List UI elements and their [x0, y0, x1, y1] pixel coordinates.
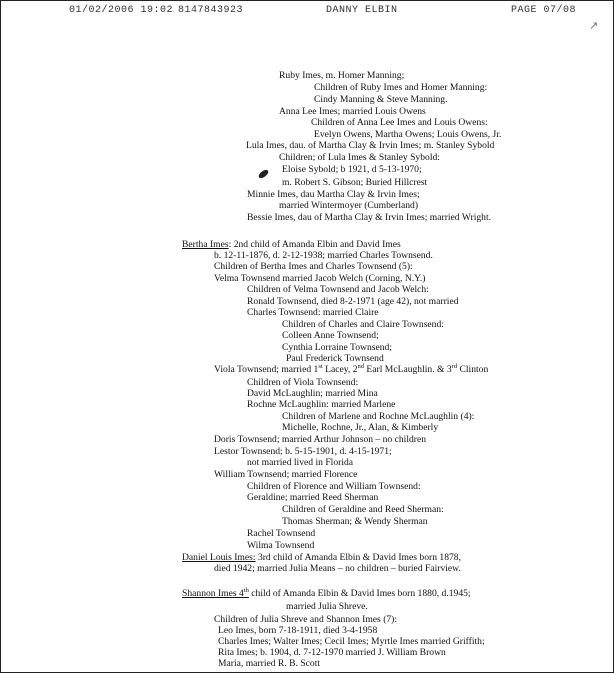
doc-line: Michelle, Rochne, Jr., Alan, & Kimberly — [282, 422, 439, 433]
doc-line: Thomas Sherman; & Wendy Sherman — [282, 516, 428, 527]
doc-line: Viola Townsend; married 1st Lacey, 2nd Earl McLaughlin. & 3rd Clinton — [214, 362, 489, 375]
doc-line: Eloise Sybold; b 1921, d 5-13-1970; — [282, 164, 422, 175]
doc-line: Anna Lee Imes; married Louis Owens — [279, 106, 426, 117]
doc-line: Cindy Manning & Steve Manning. — [314, 94, 448, 105]
doc-line: Rita Imes; b. 1904, d. 7-12-1970 married J. William Brown — [218, 647, 446, 658]
doc-line: Maria, married R. B. Scott — [218, 658, 321, 669]
doc-line: Lestor Townsend; b. 5-15-1901, d. 4-15-1971; — [214, 446, 392, 457]
doc-line: Paul Frederick Townsend — [286, 353, 384, 364]
doc-line: married Wintermoyer (Cumberland) — [279, 200, 419, 211]
doc-line: Colleen Anne Townsend; — [282, 330, 379, 341]
doc-line: Lula Imes, dau. of Martha Clay & Irvin Imes; m. Stanley Sybold — [246, 140, 495, 151]
doc-line: Rachel Townsend — [247, 528, 316, 539]
doc-line: Bessie Imes, dau of Martha Clay & Irvin Imes; married Wright. — [247, 212, 492, 223]
doc-line: Shannon Imes 4th child of Amanda Elbin & David Imes born 1880, d.1945; — [182, 586, 471, 599]
doc-line: Leo Imes, born 7-18-1911, died 3-4-1958 — [218, 625, 378, 636]
fax-sender: DANNY ELBIN — [326, 5, 398, 16]
doc-line: Cynthia Lorraine Townsend; — [282, 342, 392, 353]
doc-line: Charles Imes; Walter Imes; Cecil Imes; Myrtle Imes married Griffith; — [218, 636, 485, 647]
ink-smudge — [257, 169, 270, 180]
fax-number: 8147843923 — [178, 5, 244, 16]
doc-line: Charles Townsend: married Claire — [247, 307, 379, 318]
doc-line: William Townsend; married Florence — [214, 469, 358, 480]
doc-line: Evelyn Owens, Martha Owens; Louis Owens, Jr. — [314, 129, 502, 140]
doc-line: m. Robert S. Gibson; Buried Hillcrest — [282, 177, 428, 188]
fax-date-time: 01/02/2006 19:02 — [69, 5, 174, 16]
doc-line: Children of Velma Townsend and Jacob Welch: — [247, 284, 429, 295]
doc-line: Daniel Louis Imes: 3rd child of Amanda Elbin & David Imes born 1878, — [182, 552, 461, 563]
doc-line: Wilma Townsend — [247, 540, 315, 551]
doc-line: Children of Florence and William Townsend: — [247, 481, 421, 492]
doc-line: Children of Viola Townsend: — [247, 377, 359, 388]
doc-line: Children of Ruby Imes and Homer Manning: — [314, 82, 488, 93]
doc-line: died 1942; married Julia Means – no children – buried Fairview. — [214, 563, 461, 574]
doc-line: Ruby Imes, m. Homer Manning; — [279, 70, 405, 81]
doc-line: David McLaughlin; married Mina — [247, 388, 378, 399]
doc-line: Children of Marlene and Rochne McLaughlin (4): — [282, 411, 475, 422]
doc-line: Children; of Lula Imes & Stanley Sybold: — [279, 152, 440, 163]
doc-line: Velma Townsend married Jacob Welch (Corning, N.Y.) — [214, 273, 426, 284]
doc-line: b. 12-11-1876, d. 2-12-1938; married Charles Townsend. — [214, 250, 433, 261]
doc-line: Rochne McLaughlin: married Marlene — [247, 399, 396, 410]
person-heading: Bertha Imes — [182, 239, 229, 250]
doc-line: not married lived in Florida — [247, 457, 354, 468]
fax-page-number: PAGE 07/08 — [511, 5, 577, 16]
doc-line: Children of Geraldine and Reed Sherman: — [282, 504, 444, 515]
doc-line: Minnie Imes, dau Martha Clay & Irvin Imes; — [247, 189, 420, 200]
doc-line: Children of Anna Lee Imes and Louis Owens: — [311, 117, 488, 128]
doc-line: Bertha Imes: 2nd child of Amanda Elbin and David Imes — [182, 239, 401, 250]
doc-line: Children of Charles and Claire Townsend: — [282, 319, 444, 330]
person-heading: Shannon Imes 4th — [182, 586, 249, 599]
doc-line: Children of Bertha Imes and Charles Townsend (5): — [214, 261, 413, 272]
doc-line: married Julia Shreve. — [286, 601, 368, 612]
margin-mark: ↗ — [589, 19, 599, 32]
doc-line: Doris Townsend; married Arthur Johnson – no children — [214, 434, 427, 445]
doc-line: Geraldine; married Reed Sherman — [247, 492, 379, 503]
person-heading: Daniel Louis Imes: — [182, 552, 256, 563]
doc-line: Children of Julia Shreve and Shannon Imes (7): — [214, 614, 398, 625]
doc-line: Ronald Townsend, died 8-2-1971 (age 42), not married — [247, 296, 459, 307]
